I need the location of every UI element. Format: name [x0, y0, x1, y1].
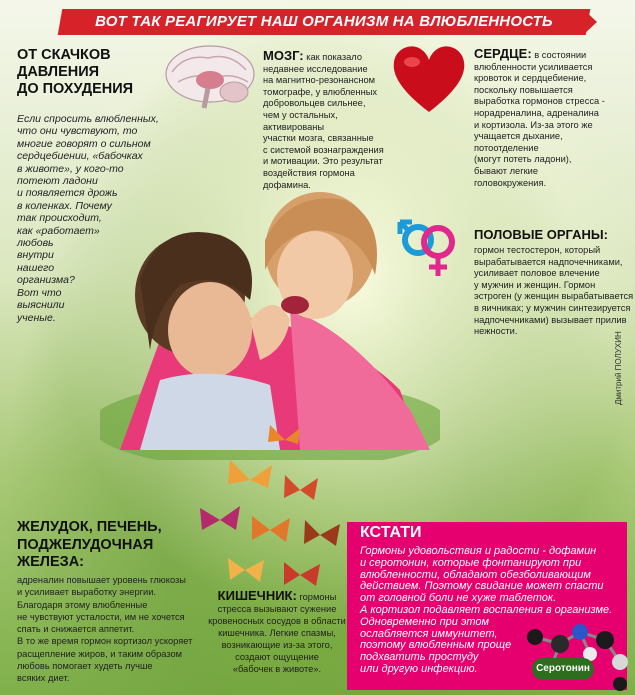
genitals-line: усиливает половое влечение	[474, 268, 600, 279]
intro-text	[17, 113, 159, 324]
genitals-line: эстроген (у женщин вырабатывается	[474, 291, 634, 302]
intestine-line: создают ощущение	[235, 652, 319, 662]
serotonin-label: Серотонин	[532, 658, 594, 680]
brain-section	[263, 50, 388, 191]
stomach-line: и усиливает выработку энергии.	[17, 587, 156, 598]
brain-line: добровольцев сильнее,	[263, 98, 366, 109]
brain-line: и мотивации. Это результат	[263, 156, 383, 167]
intro-heading-line: ДО ПОХУДЕНИЯ	[17, 81, 134, 97]
brain-line: воздействия гормона дофамина.	[263, 167, 355, 190]
intestine-line: кровеносных сосудов в области	[208, 616, 346, 626]
heart-line: норадреналина, адреналина	[474, 107, 599, 118]
genitals-line: надпочечниками) вызывает прилив	[474, 314, 627, 325]
intro-line: многие говорят о сильном	[17, 137, 151, 150]
heart-line: выработка гормонов стресса -	[474, 96, 605, 107]
heart-line: учащается дыхание,	[474, 131, 563, 142]
intestine-line: возникающие из-за этого,	[221, 640, 333, 650]
intro-line: сердцебиении, «бабочках	[17, 150, 143, 163]
serotonin-molecule-icon	[520, 622, 630, 692]
by-the-way-line: от головной боли не хуже таблеток.	[360, 592, 557, 605]
by-the-way-line: подхватить простуду	[360, 651, 479, 664]
stomach-heading-line: ЖЕЛЕЗА:	[17, 554, 85, 570]
intro-line: организма?	[17, 274, 75, 287]
stomach-line: любовь помогает худеть лучше	[17, 661, 153, 672]
brain-line: на магнитно-резонансном	[263, 75, 376, 86]
intro-line: выяснили	[17, 299, 65, 312]
by-the-way-line: или другую инфекцию.	[360, 662, 478, 675]
by-the-way-line: поэтому влюбленным проще	[360, 639, 512, 652]
intro-line: Вот что	[17, 286, 62, 299]
intestine-line: кишечника. Легкие спазмы,	[218, 628, 336, 638]
intro-line: внутри	[17, 249, 54, 262]
stomach-line: В то же время гормон кортизол ускоряет	[17, 636, 193, 647]
by-the-way-line: Одновременно при этом	[360, 615, 490, 628]
intestine-heading: КИШЕЧНИК:	[217, 588, 297, 603]
stomach-line: не чувствуют усталости, им не хочется	[17, 611, 185, 622]
stomach-line: Благодаря этому влюбленные	[17, 599, 148, 610]
brain-line: участки мозга, связанные	[263, 133, 374, 144]
photo-credit: Дмитрий ПОЛУХИН	[614, 331, 623, 405]
intro-line: как «работает»	[17, 224, 100, 237]
intro-line: нашего	[17, 261, 55, 274]
stomach-heading-line: ЖЕЛУДОК, ПЕЧЕНЬ,	[17, 519, 162, 535]
heart-heading: СЕРДЦЕ:	[474, 46, 532, 61]
banner-title: ВОТ ТАК РЕАГИРУЕТ НАШ ОРГАНИЗМ НА ВЛЮБЛЕННОСТЬ	[95, 13, 553, 30]
brain-line: чем у остальных, активированы	[263, 109, 338, 132]
intro-line: потеют ладони	[17, 175, 98, 188]
genitals-text	[474, 245, 634, 338]
heart-section	[474, 48, 634, 189]
intestine-line: «бабочек в животе».	[232, 664, 322, 674]
intro-line: любовь	[17, 237, 54, 250]
brain-line: с системой вознаграждения	[263, 144, 384, 155]
stomach-line: расщепление жиров, и таким образом	[17, 648, 183, 659]
by-the-way-line: и серотонин, которые фонтанируют при	[360, 556, 582, 569]
intro-line: так происходит,	[17, 212, 102, 225]
genitals-line: нежности.	[474, 326, 518, 337]
genitals-heading: ПОЛОВЫЕ ОРГАНЫ:	[474, 227, 608, 242]
heart-line: в состоянии	[534, 50, 587, 60]
intro-line: Если спросить влюбленных,	[17, 113, 159, 125]
by-the-way-title: КСТАТИ	[360, 524, 422, 541]
intro-heading-line: ОТ СКАЧКОВ	[17, 47, 111, 63]
intro-heading	[17, 47, 133, 98]
by-the-way-line: действием. Поэтому свидание может спасти	[360, 580, 604, 593]
stomach-line: адреналин повышает уровень глюкозы	[17, 575, 186, 585]
intro-line: в животе», у кого-то	[17, 162, 124, 175]
by-the-way-line: влюбленности, обладают обезболивающим	[360, 568, 591, 581]
heart-line: (могут потеть ладони),	[474, 154, 572, 165]
intestine-section	[207, 590, 347, 675]
stomach-line: спать и снижается аппетит.	[17, 624, 135, 635]
genitals-line: у мужчин и женщин. Гормон	[474, 279, 596, 290]
gender-symbols-icon	[388, 210, 466, 280]
intro-line: что они чувствуют, то	[17, 125, 138, 138]
heart-line: кровоток и сердцебиение,	[474, 73, 587, 84]
genitals-line: в яичниках; у мужчин синтезируется	[474, 302, 631, 313]
genitals-line: вырабатывается надпочечниками,	[474, 256, 623, 267]
heart-line: головокружения.	[474, 177, 547, 188]
stomach-text	[17, 574, 202, 685]
brain-line: недавнее исследование	[263, 63, 368, 74]
heart-line: и кортизола. Из-за этого же	[474, 119, 593, 130]
brain-line: томографе, у влюбленных	[263, 86, 378, 97]
genitals-line: гормон тестостерон, который	[474, 245, 601, 255]
stomach-heading-line: ПОДЖЕЛУДОЧНАЯ	[17, 536, 154, 553]
stomach-heading	[17, 519, 162, 572]
intro-heading-line: ДАВЛЕНИЯ	[17, 64, 100, 80]
intestine-line: гормоны	[299, 592, 337, 602]
intro-line: в коленках. Почему	[17, 199, 112, 212]
heart-line: влюбленности усиливается	[474, 61, 593, 72]
intro-line: и появляется дрожь	[17, 187, 118, 200]
stomach-line: всяких диет.	[17, 673, 70, 684]
heart-line: поскольку повышается	[474, 84, 573, 95]
brain-heading: МОЗГ:	[263, 48, 304, 63]
intro-line: ученые.	[17, 311, 56, 324]
by-the-way-line: А кортизол подавляет воспаления в организме.	[360, 603, 613, 616]
brain-icon	[160, 42, 258, 110]
by-the-way-line: Гормоны удовольствия и радости - дофамин	[360, 545, 597, 557]
heart-line: бывают легкие	[474, 165, 539, 176]
heart-line: потоотделение	[474, 142, 539, 153]
butterflies-icon	[190, 420, 360, 595]
heart-icon	[390, 42, 468, 114]
by-the-way-line: ослабляется иммунитет,	[360, 627, 498, 640]
intestine-line: стресса вызывают сужение	[217, 604, 337, 614]
brain-line: как показало	[306, 52, 362, 62]
